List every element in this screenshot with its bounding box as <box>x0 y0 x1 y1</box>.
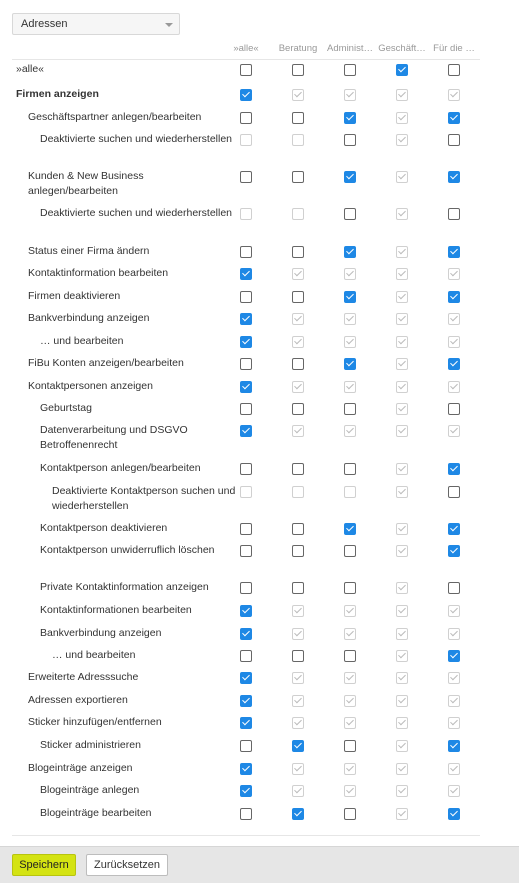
permission-checkbox[interactable] <box>292 650 304 662</box>
permission-checkbox[interactable] <box>292 545 304 557</box>
permission-checkbox <box>396 358 408 370</box>
permission-checkbox <box>344 89 356 101</box>
permission-checkbox <box>396 605 408 617</box>
permission-checkbox <box>396 582 408 594</box>
permission-checkbox[interactable] <box>344 208 356 220</box>
permission-checkbox <box>292 134 304 146</box>
permission-checkbox[interactable] <box>448 403 460 415</box>
permission-checkbox <box>448 672 460 684</box>
column-header: Geschäft… <box>378 43 426 54</box>
permission-label: Blogeinträge anzeigen <box>28 762 133 774</box>
permission-checkbox[interactable] <box>344 808 356 820</box>
permission-checkbox <box>292 89 304 101</box>
permission-checkbox <box>292 336 304 348</box>
permission-checkbox[interactable] <box>240 381 252 393</box>
table-bottom-divider <box>12 835 480 836</box>
column-header: »alle« <box>233 43 259 54</box>
permission-checkbox[interactable] <box>240 291 252 303</box>
permission-checkbox[interactable] <box>448 463 460 475</box>
permission-checkbox <box>396 112 408 124</box>
permission-checkbox[interactable] <box>292 582 304 594</box>
permission-checkbox <box>292 425 304 437</box>
permission-checkbox[interactable] <box>292 403 304 415</box>
permission-checkbox[interactable] <box>396 64 408 76</box>
permission-label: Kontaktinformation bearbeiten <box>28 267 169 279</box>
permission-label: Kontaktperson deaktivieren <box>40 522 168 534</box>
permission-checkbox <box>448 717 460 729</box>
permission-checkbox[interactable] <box>448 112 460 124</box>
permission-checkbox <box>240 208 252 220</box>
permission-label: Kunden & New Business anlegen/bearbeiten <box>28 170 144 197</box>
permission-checkbox <box>292 268 304 280</box>
permission-label: Geschäftspartner anlegen/bearbeiten <box>28 111 202 123</box>
permission-checkbox <box>344 628 356 640</box>
permission-checkbox <box>396 628 408 640</box>
permission-checkbox <box>396 545 408 557</box>
permission-checkbox <box>396 650 408 662</box>
permission-checkbox <box>344 268 356 280</box>
permission-label: Deaktivierte Kontaktperson suchen und wiederherstellen <box>52 485 236 512</box>
permission-checkbox <box>344 381 356 393</box>
permission-checkbox <box>292 717 304 729</box>
permission-checkbox <box>292 695 304 707</box>
permission-checkbox <box>396 695 408 707</box>
permission-checkbox <box>396 808 408 820</box>
permission-checkbox[interactable] <box>240 740 252 752</box>
permission-checkbox[interactable] <box>344 403 356 415</box>
permission-checkbox[interactable] <box>448 246 460 258</box>
permission-checkbox[interactable] <box>448 740 460 752</box>
permission-checkbox <box>448 605 460 617</box>
permission-checkbox <box>396 425 408 437</box>
permission-checkbox[interactable] <box>448 523 460 535</box>
permission-checkbox[interactable] <box>240 628 252 640</box>
permission-checkbox[interactable] <box>448 545 460 557</box>
permission-checkbox[interactable] <box>292 64 304 76</box>
permission-checkbox[interactable] <box>240 403 252 415</box>
permission-checkbox <box>292 208 304 220</box>
permission-label: »alle« <box>16 63 45 75</box>
permission-checkbox <box>344 425 356 437</box>
permission-checkbox[interactable] <box>344 740 356 752</box>
permission-checkbox <box>448 695 460 707</box>
permission-checkbox <box>396 523 408 535</box>
permission-label: Adressen exportieren <box>28 694 128 706</box>
permission-checkbox <box>396 171 408 183</box>
permission-checkbox <box>396 717 408 729</box>
permission-checkbox <box>344 605 356 617</box>
permission-checkbox[interactable] <box>240 268 252 280</box>
permission-checkbox[interactable] <box>448 171 460 183</box>
permission-checkbox[interactable] <box>448 208 460 220</box>
permission-checkbox <box>344 313 356 325</box>
permission-checkbox[interactable] <box>240 717 252 729</box>
column-header: Administ… <box>327 43 373 54</box>
save-button[interactable]: Speichern <box>12 854 76 876</box>
permission-checkbox[interactable] <box>344 523 356 535</box>
permission-checkbox <box>396 740 408 752</box>
permission-checkbox <box>240 486 252 498</box>
permission-checkbox <box>396 313 408 325</box>
footer-bar <box>0 846 519 883</box>
permission-checkbox <box>448 785 460 797</box>
permission-checkbox[interactable] <box>344 650 356 662</box>
permission-checkbox[interactable] <box>344 64 356 76</box>
permission-checkbox <box>396 463 408 475</box>
permission-checkbox[interactable] <box>240 313 252 325</box>
permission-checkbox <box>396 381 408 393</box>
permission-checkbox <box>396 486 408 498</box>
permission-label: Kontaktinformationen bearbeiten <box>40 604 192 616</box>
permission-checkbox[interactable] <box>240 695 252 707</box>
permission-checkbox[interactable] <box>240 336 252 348</box>
permission-checkbox[interactable] <box>448 808 460 820</box>
permission-label: Sticker administrieren <box>40 739 141 751</box>
permission-label: Private Kontaktinformation anzeigen <box>40 581 209 593</box>
permission-checkbox <box>396 763 408 775</box>
permission-checkbox <box>292 605 304 617</box>
permission-checkbox <box>292 486 304 498</box>
permission-checkbox <box>292 672 304 684</box>
permission-checkbox <box>344 672 356 684</box>
permission-checkbox <box>396 89 408 101</box>
permission-label: Bankverbindung anzeigen <box>40 627 162 639</box>
permission-checkbox[interactable] <box>240 582 252 594</box>
permission-checkbox[interactable] <box>240 358 252 370</box>
permission-label: Kontaktperson anlegen/bearbeiten <box>40 462 201 474</box>
permission-checkbox <box>448 313 460 325</box>
permission-label: Bankverbindung anzeigen <box>28 312 150 324</box>
permission-label: Blogeinträge bearbeiten <box>40 807 152 819</box>
permission-checkbox[interactable] <box>448 291 460 303</box>
permission-checkbox[interactable] <box>292 112 304 124</box>
permission-checkbox <box>344 336 356 348</box>
permission-checkbox <box>396 785 408 797</box>
permission-checkbox[interactable] <box>292 808 304 820</box>
chevron-down-icon <box>165 23 173 27</box>
permission-checkbox[interactable] <box>448 650 460 662</box>
permission-checkbox[interactable] <box>344 171 356 183</box>
permission-label: Geburtstag <box>40 402 92 414</box>
column-header: Beratung <box>278 43 318 54</box>
permission-label: Deaktivierte suchen und wiederherstellen <box>40 207 233 219</box>
permission-checkbox[interactable] <box>240 463 252 475</box>
permission-checkbox <box>344 763 356 775</box>
permission-checkbox <box>448 381 460 393</box>
permission-checkbox[interactable] <box>448 134 460 146</box>
permission-label: FiBu Konten anzeigen/bearbeiten <box>28 357 184 369</box>
permission-checkbox[interactable] <box>240 650 252 662</box>
permission-checkbox[interactable] <box>240 545 252 557</box>
permission-checkbox[interactable] <box>344 582 356 594</box>
permission-checkbox <box>240 134 252 146</box>
permission-checkbox[interactable] <box>240 672 252 684</box>
permission-checkbox[interactable] <box>240 523 252 535</box>
permission-label: Firmen deaktivieren <box>28 290 121 302</box>
permission-checkbox[interactable] <box>448 358 460 370</box>
header-divider <box>12 59 480 60</box>
permission-checkbox[interactable] <box>292 463 304 475</box>
reset-button[interactable]: Zurücksetzen <box>86 854 168 876</box>
permission-checkbox[interactable] <box>344 112 356 124</box>
permission-checkbox[interactable] <box>240 425 252 437</box>
permission-checkbox[interactable] <box>240 64 252 76</box>
permission-checkbox[interactable] <box>448 64 460 76</box>
permission-checkbox <box>292 313 304 325</box>
permission-checkbox[interactable] <box>240 763 252 775</box>
permission-checkbox[interactable] <box>344 246 356 258</box>
permission-checkbox <box>396 672 408 684</box>
permission-checkbox[interactable] <box>292 291 304 303</box>
permission-checkbox[interactable] <box>292 246 304 258</box>
permission-checkbox[interactable] <box>292 358 304 370</box>
permission-label: Erweiterte Adresssuche <box>28 671 139 683</box>
module-select-value: Adressen <box>21 18 68 30</box>
permission-checkbox <box>292 763 304 775</box>
permission-checkbox[interactable] <box>292 523 304 535</box>
permission-checkbox[interactable] <box>344 463 356 475</box>
permission-checkbox <box>292 628 304 640</box>
permission-label: Firmen anzeigen <box>16 88 99 100</box>
permission-checkbox <box>448 336 460 348</box>
permission-checkbox <box>396 291 408 303</box>
permission-checkbox[interactable] <box>240 808 252 820</box>
permission-checkbox[interactable] <box>448 486 460 498</box>
permission-checkbox[interactable] <box>448 582 460 594</box>
permission-checkbox <box>448 763 460 775</box>
permission-checkbox[interactable] <box>240 785 252 797</box>
permission-checkbox <box>448 89 460 101</box>
permission-checkbox[interactable] <box>344 134 356 146</box>
permission-checkbox[interactable] <box>240 112 252 124</box>
permission-checkbox <box>396 208 408 220</box>
permission-checkbox[interactable] <box>344 545 356 557</box>
permission-label: Kontaktperson unwiderruflich löschen <box>40 544 215 556</box>
permission-checkbox <box>448 268 460 280</box>
permission-checkbox[interactable] <box>240 171 252 183</box>
permission-checkbox <box>448 425 460 437</box>
permission-checkbox <box>344 785 356 797</box>
permission-label: … und bearbeiten <box>52 649 136 661</box>
permission-checkbox[interactable] <box>240 89 252 101</box>
permission-label: Datenverarbeitung und DSGVO Betroffenenrecht <box>40 424 188 451</box>
permission-label: Blogeinträge anlegen <box>40 784 140 796</box>
permission-checkbox <box>448 628 460 640</box>
permission-checkbox[interactable] <box>292 740 304 752</box>
permission-checkbox[interactable] <box>240 246 252 258</box>
permission-checkbox <box>292 381 304 393</box>
module-select[interactable] <box>12 13 180 35</box>
permission-checkbox[interactable] <box>344 358 356 370</box>
permission-label: Kontaktpersonen anzeigen <box>28 380 153 392</box>
permission-label: Sticker hinzufügen/entfernen <box>28 716 162 728</box>
permission-label: Status einer Firma ändern <box>28 245 150 257</box>
column-header: Für die … <box>433 43 475 54</box>
permission-label: … und bearbeiten <box>40 335 124 347</box>
permission-checkbox <box>344 486 356 498</box>
permission-checkbox <box>292 785 304 797</box>
permission-checkbox <box>396 403 408 415</box>
permission-checkbox[interactable] <box>240 605 252 617</box>
permission-label: Deaktivierte suchen und wiederherstellen <box>40 133 233 145</box>
permission-checkbox[interactable] <box>292 171 304 183</box>
permission-checkbox[interactable] <box>344 291 356 303</box>
permission-checkbox <box>344 695 356 707</box>
permission-checkbox <box>396 246 408 258</box>
permission-checkbox <box>396 268 408 280</box>
permission-checkbox <box>396 134 408 146</box>
permission-checkbox <box>344 717 356 729</box>
permission-checkbox <box>396 336 408 348</box>
